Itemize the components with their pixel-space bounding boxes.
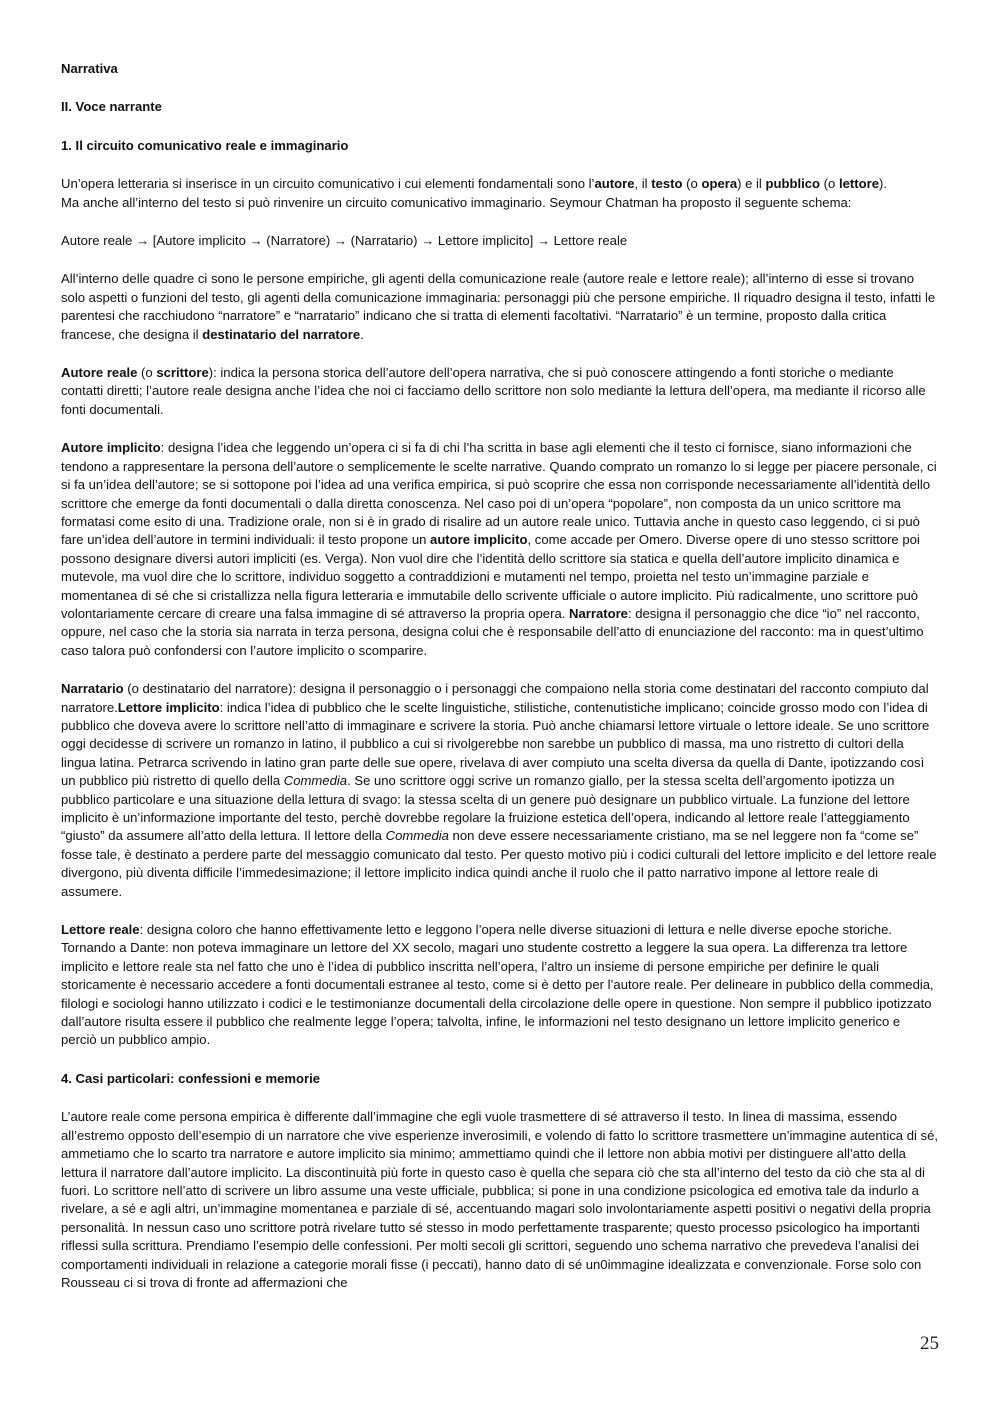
paragraph-intro: Un’opera letteraria si inserisce in un circuito comunicativo i cui elementi fondamentali sono l’autore, il testo (o opera) e il pubblico (o lettore). Ma anche all’interno del testo si può rinvenire un circuito comunicativo immaginario. Seymour Chatman ha proposto il seguente schema:	[61, 176, 887, 210]
paragraph-autore-reale: Autore reale (o scrittore): indica la persona storica dell’autore dell’opera narrativa, che si può conoscere attingendo a fonti storiche o mediante contatti diretti; l’autore reale designa anche l’idea che noi ci facciamo dello scrittore non solo mediante la lettura dell’opera, ma mediante il ricorso alle fonti documentali.	[61, 365, 926, 417]
heading-circuito: 1. Il circuito comunicativo reale e immaginario	[61, 137, 349, 153]
paragraph-narratario: Narratario (o destinatario del narratore): designa il personaggio o i personaggi che compaiono nella storia come destinatari del racconto compiuto dal narratore.Lettore implicito: indica l’idea di pubblico che le scelte linguistiche, stilistiche, contenutistiche implicano; coincide grosso modo con l’idea di pubblico che doveva avere lo scrittore nell’atto di immaginare e scrivere la storia. Può anche chiamarsi lettore virtuale o lettore ideale. Se uno scrittore oggi decidesse di scrivere un romanzo in latino, il pubblico a cui si rivolgerebbe non sarebbe un pubblico di massa, ma uno ristretto di cultori della lingua latina. Petrarca scrivendo in latino gran parte delle sue opere, rivelava di aver compiuto una scelta diversa da quella di Dante, ipotizzando così un pubblico più ristretto di quello della Commedia. Se uno scrittore oggi scrive un romanzo giallo, per la stessa scelta dell’argomento ipotizza un pubblico particolare e una situazione della lettura di svago: la stessa scelta di un genere può designare un pubblico virtuale. La funzione del lettore implicito è un’informazione importante del testo, perchè dovrebbe regolare la fruizione estetica dell’opera, indicando al lettore reale l’atteggiamento “giusto” da assumere all’atto della lettura. Il lettore della Commedia non deve essere necessariamente cristiano, ma se nel leggere non fa “come se” fosse tale, è destinato a perdere parte del messaggio comunicato dal testo. Per questo motivo più i codici culturali del lettore implicito e del lettore reale divergono, più diventa difficile l’immedesimazione; il lettore implicito indica quindi anche il ruolo che il patto narrativo impone al lettore reale di assumere.	[61, 681, 937, 899]
paragraph-schema: Autore reale → [Autore implicito → (Narratore) → (Narratario) → Lettore implicito] → Lettore reale	[61, 233, 628, 249]
paragraph-quadro: All’interno delle quadre ci sono le persone empiriche, gli agenti della comunicazione reale (autore reale e lettore reale); all’interno di esse si trovano solo aspetti o funzioni del testo, gli agenti della comunicazione immaginaria: personaggi più che persone empiriche. Il riquadro designa il testo, infatti le parentesi che racchiudono “narratore” e “narratario” indicano che si tratta di elementi facoltativi. “Narratario” è un termine, proposto dalla critica francese, che designa il destinatario del narratore.	[61, 271, 936, 342]
paragraph-lettore-reale: Lettore reale: designa coloro che hanno effettivamente letto e leggono l’opera nelle diverse situazioni di lettura e nelle diverse epoche storiche. Tornando a Dante: non poteva immaginare un lettore del XX secolo, magari uno studente costretto a leggere la sua opera. La differenza tra lettore implicito e lettore reale sta nel fatto che uno è l’idea di pubblico inscritta nell’opera, l’altro un insieme di persone empiriche per definire le quali storicamente è necessario accedere a fonti documentali estranee al testo, come si è detto per l’autore reale. Per delineare in pubblico della commedia, filologi e sociologi hanno utilizzato i codici e le testimonianze documentali della circolazione delle opere in questione. Non sempre il pubblico ipotizzato dall’autore risulta essere il pubblico che realmente legge l’opera; talvolta, infine, le informazioni nel testo designano un lettore implicito generico e perciò un pubblico ampio.	[61, 922, 934, 1048]
section-title: Narrativa	[61, 61, 118, 76]
chapter-title: II. Voce narrante	[61, 99, 162, 115]
document-page	[61, 60, 939, 1292]
paragraph-autore-implicito: Autore implicito: designa l’idea che leggendo un’opera ci si fa di chi l’ha scritta in base agli elementi che il testo ci fornisce, siano informazioni che tendono a rappresentare la persona dell’autore o semplicemente le scelte narrative. Quando comprato un romanzo lo si legge per piacere personale, ci si fa un’idea dell’autore; se si sottopone poi l’idea ad una verifica empirica, si può scoprire che essa non corrisponde necessariamente all’identità dello scrittore che emerge da fonti documentali o dalla diretta conoscenza. Nel caso poi di un’opera “popolare”, non composta da un unico scrittore ma formatasi come esito di una. Tradizione orale, non si è in grado di risalire ad un autore reale unico. Tuttavia anche in questo caso leggendo, ci si può fare un’idea dell’autore in termini individuali: il testo propone un autore implicito, come accade per Omero. Diverse opere di uno stesso scrittore poi possono designare diversi autori impliciti (es. Verga). Non vuol dire che l’identità dello scrittore sia statica e quella dell’autore implicito dinamica e mutevole, ma vuol dire che lo scrittore, individuo soggetto a contraddizioni e mutamenti nel tempo, proietta nel testo un’immagine parziale e momentanea di sé che si cristallizza nella figura letteraria e immutabile dello scrivente ufficiale o autore implicito. Più radicalmente, uno scrittore può volontariamente cercare di creare una falsa immagine di sé attraverso la propria opera. Narratore: designa il personaggio che dice “io” nel racconto, oppure, nel caso che la storia sia narrata in terza persona, designa colui che è responsabile dell’atto di enunciazione del racconto: ma in quest’ultimo caso talora può confondersi con l’autore implicito o scomparire.	[61, 440, 937, 658]
heading-casi-particolari: 4. Casi particolari: confessioni e memorie	[61, 1070, 321, 1086]
page-number: 25	[920, 1333, 939, 1354]
paragraph-confessioni: L’autore reale come persona empirica è differente dall’immagine che egli vuole trasmettere di sé attraverso il testo. In linea di massima, essendo all’estremo opposto dell’esempio di un narratore che vive esperienze inverosimili, e volendo di fatto lo scrittore trasmettere un’immagine autentica di sé, ammetiamo che lo scarto tra narratore e autore implicito sia minimo; ammettiamo quindi che il lettore non abbia motivi per distinguere all’atto della lettura il narratore dall’autore implicito. La discontinuità più forte in questo caso è quella che separa ciò che sta all’interno del testo da ciò che sta al di fuori. Lo scrittore nell’atto di scrivere un libro assume una veste ufficiale, pubblica; si pone in una condizione psicologica ed emotiva tale da indurlo a rivelare, a sé e agli altri, un’immagine momentanea e parziale di sé, accentuando magari solo involontariamente aspetti positivi o negativi della propria personalità. In nessun caso uno scrittore potrà rivelare tutto sé stesso in modo perfettamente trasparente; questo processo psicologico ha importanti riflessi sulla scrittura. Prendiamo l’esempio delle confessioni. Per molti secoli gli scrittori, seguendo uno schema narrativo che prevedeva l’analisi dei comportamenti individuali in relazione a categorie morali fisse (i peccati), hanno dato di sé un0immagine idealizzata e convenzionale. Forse solo con Rousseau ci si trova di fronte ad affermazioni che	[61, 1109, 938, 1290]
